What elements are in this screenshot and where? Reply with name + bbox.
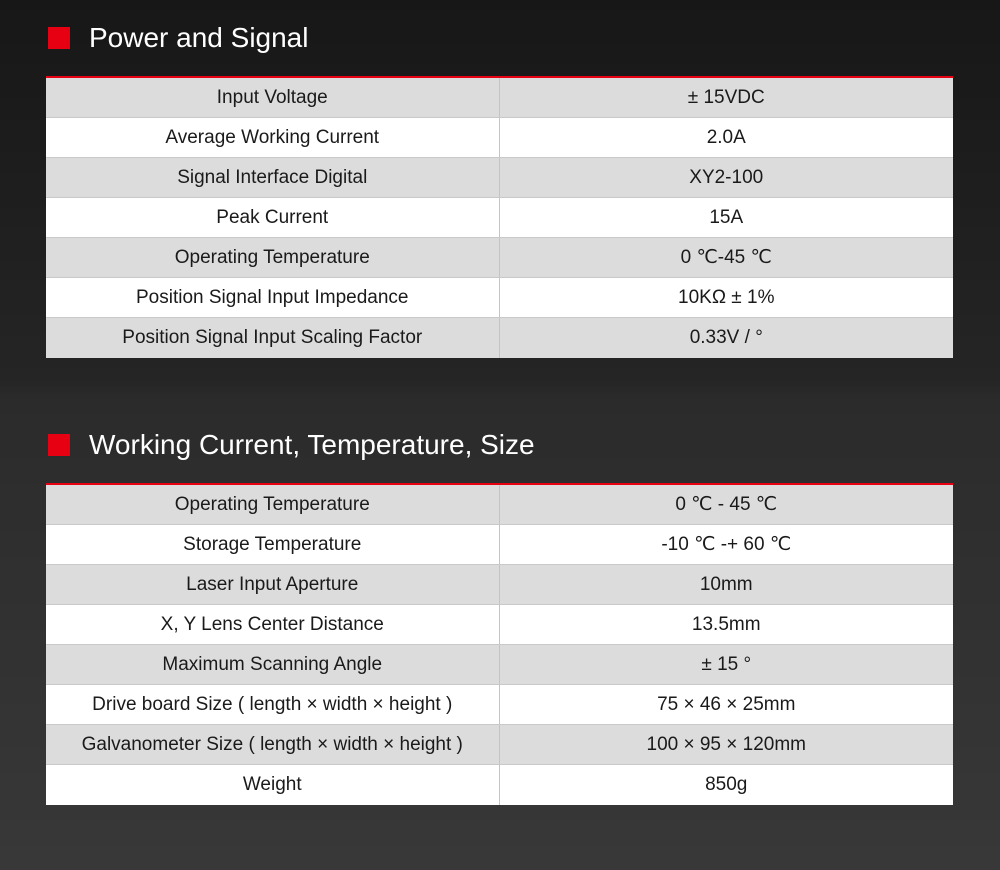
- spec-value: 100 × 95 × 120mm: [646, 733, 806, 755]
- red-square-icon: [48, 27, 70, 49]
- spec-label: Operating Temperature: [46, 238, 500, 277]
- spec-value: 850g: [705, 774, 748, 795]
- spec-value: -10 ℃ -+ 60 ℃: [661, 534, 792, 555]
- section-power-and-signal: [46, 18, 953, 348]
- table-row: [46, 318, 953, 358]
- spec-label: Laser Input Aperture: [46, 565, 500, 604]
- section-header: [46, 18, 953, 58]
- table-row: [46, 118, 953, 158]
- spec-value: ± 15 °: [701, 653, 752, 675]
- spec-label: Average Working Current: [46, 118, 500, 157]
- spec-label: Input Voltage: [46, 78, 500, 117]
- spec-value: 15A: [709, 206, 744, 228]
- red-square-icon: [48, 434, 70, 456]
- table-row: [46, 78, 953, 118]
- table-row: [46, 645, 953, 685]
- spec-label: Drive board Size ( length × width × height ): [46, 685, 500, 724]
- table-row: [46, 525, 953, 565]
- spec-value: 0 ℃ - 45 ℃: [675, 494, 778, 515]
- table-row: [46, 605, 953, 645]
- section-title: Power and Signal: [89, 22, 309, 53]
- table-row: [46, 725, 953, 765]
- spec-table: [46, 483, 953, 805]
- spec-label: Storage Temperature: [46, 525, 500, 564]
- spec-label: Signal Interface Digital: [46, 158, 500, 197]
- spec-value: 0.33V / °: [689, 327, 763, 348]
- spec-value: XY2-100: [689, 166, 764, 188]
- table-row: [46, 158, 953, 198]
- spec-value: 0 ℃-45 ℃: [680, 247, 772, 268]
- spec-label: X, Y Lens Center Distance: [46, 605, 500, 644]
- table-row: [46, 485, 953, 525]
- table-row: [46, 238, 953, 278]
- spec-label: Galvanometer Size ( length × width × height ): [46, 725, 500, 764]
- table-row: [46, 278, 953, 318]
- spec-value: 10KΩ ± 1%: [678, 286, 775, 308]
- table-row: [46, 765, 953, 805]
- spec-value: 13.5mm: [691, 613, 761, 635]
- spec-label: Peak Current: [46, 198, 500, 237]
- spec-label: Maximum Scanning Angle: [46, 645, 500, 684]
- spec-value: 75 × 46 × 25mm: [657, 693, 796, 715]
- spec-label: Operating Temperature: [46, 485, 500, 524]
- spec-value: 2.0A: [706, 126, 746, 148]
- spec-value: 10mm: [699, 573, 753, 595]
- table-row: [46, 565, 953, 605]
- spec-label: Weight: [46, 765, 500, 805]
- section-title: Working Current, Temperature, Size: [89, 429, 535, 460]
- spec-label: Position Signal Input Scaling Factor: [46, 318, 500, 358]
- spec-label: Position Signal Input Impedance: [46, 278, 500, 317]
- spec-table: [46, 76, 953, 358]
- section-header: [46, 425, 953, 465]
- spec-value: ± 15VDC: [687, 86, 765, 108]
- table-row: [46, 198, 953, 238]
- table-row: [46, 685, 953, 725]
- section-working-current-temperature-size: [46, 425, 953, 795]
